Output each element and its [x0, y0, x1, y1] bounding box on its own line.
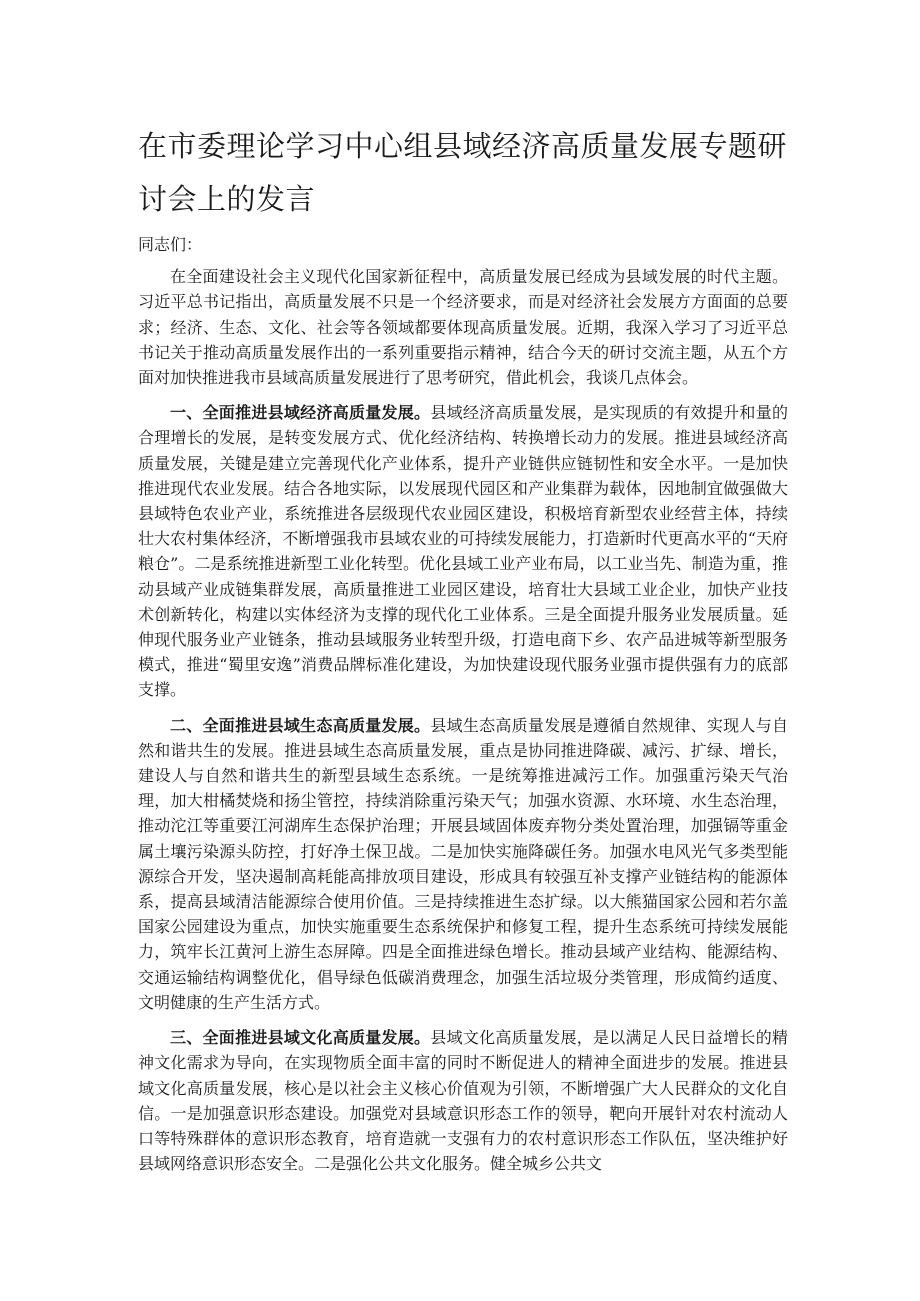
salutation: 同志们： [138, 235, 203, 254]
paragraph-intro [138, 264, 788, 390]
document-body [138, 232, 788, 1186]
document-title: 在市委理论学习中心组县域经济高质量发展专题研讨会上的发言 [138, 129, 788, 216]
section-heading-economy: 一、全面推进县域经济高质量发展。 [170, 403, 431, 423]
paragraph-text: 县域文化高质量发展，是以满足人民日益增长的精神文化需求为导向，在实现物质全面丰富的同时不断促进人的精神全面进步的发展。推进县域文化高质量发展，核心是以社会主义核心价值观为引领，不断增强广大人民群众的文化自信。一是加强意识形态建设。加强党对县域意识形态工作的领导，靶向开展针对农村流动人口等特殊群体的意识形态教育，培育造就一支强有力的农村意识形态工作队伍，坚决维护好县域网络意识形态安全。二是强化公共文化服务。健全城乡公共文 [138, 1028, 788, 1174]
section-heading-culture: 三、全面推进县域文化高质量发展。 [170, 1028, 431, 1048]
paragraph-text: 在全面建设社会主义现代化国家新征程中，高质量发展已经成为县域发展的时代主题。习近平总书记指出，高质量发展不只是一个经济要求，而是对经济社会发展方方面面的总要求；经济、生态、文化、社会等各领域都要体现高质量发展。近期，我深入学习了习近平总书记关于推动高质量发展作出的一系列重要指示精神，结合今天的研讨交流主题，从五个方面对加快推进我市县域高质量发展进行了思考研究，借此机会，我谈几点体会。 [138, 267, 788, 388]
section-heading-ecology: 二、全面推进县域生态高质量发展。 [170, 715, 431, 735]
paragraph-text: 县域生态高质量发展是遵循自然规律、实现人与自然和谐共生的发展。推进县域生态高质量发展，重点是协同推进降碳、减污、扩绿、增长，建设人与自然和谐共生的新型县域生态系统。一是统筹推进减污工作。加强重污染天气治理，加大柑橘焚烧和扬尘管控，持续消除重污染天气；加强水资源、水环境、水生态治理，推动沱江等重要江河湖库生态保护治理；开展县域固体废弃物分类处置治理，加强镉等重金属土壤污染源头防控，打好净土保卫战。二是加快实施降碳任务。加强水电风光气多类型能源综合开发，坚决遏制高耗能高排放项目建设，形成具有较强互补支撑产业链结构的能源体系，提高县域清洁能源综合使用价值。三是持续推进生态扩绿。以大熊猫国家公园和若尔盖国家公园建设为重点，加快实施重要生态系统保护和修复工程，提升生态系统可持续发展能力，筑牢长江黄河上游生态屏障。四是全面推进绿色增长。推动县域产业结构、能源结构、交通运输结构调整优化，倡导绿色低碳消费理念，加强生活垃圾分类管理，形成简约适度、文明健康的生产生活方式。 [138, 715, 788, 1012]
paragraph-culture [138, 1025, 788, 1176]
paragraph-ecology [138, 713, 788, 1015]
paragraph-text: 县域经济高质量发展，是实现质的有效提升和量的合理增长的发展，是转变发展方式、优化经济结构、转换增长动力的发展。推进县域经济高质量发展，关键是建立完善现代化产业体系，提升产业链供应链韧性和安全水平。一是加快推进现代农业发展。结合各地实际，以发展现代园区和产业集群为载体，因地制宜做强做大县域特色农业产业，系统推进各层级现代农业园区建设，积极培育新型农业经营主体，持续壮大农村集体经济，不断增强我市县域农业的可持续发展能力，打造新时代更高水平的“天府粮仓”。二是系统推进新型工业化转型。优化县域工业产业布局，以工业当先、制造为重，推动县域产业成链集群发展，高质量推进工业园区建设，培育壮大县域工业企业，加快产业技术创新转化，构建以实体经济为支撑的现代化工业体系。三是全面提升服务业发展质量。延伸现代服务业产业链条，推动县域服务业转型升级，打造电商下乡、农产品进城等新型服务模式，推进“蜀里安逸”消费品牌标准化建设，为加快建设现代服务业强市提供强有力的底部支撑。 [138, 403, 788, 700]
paragraph-economy [138, 400, 788, 702]
